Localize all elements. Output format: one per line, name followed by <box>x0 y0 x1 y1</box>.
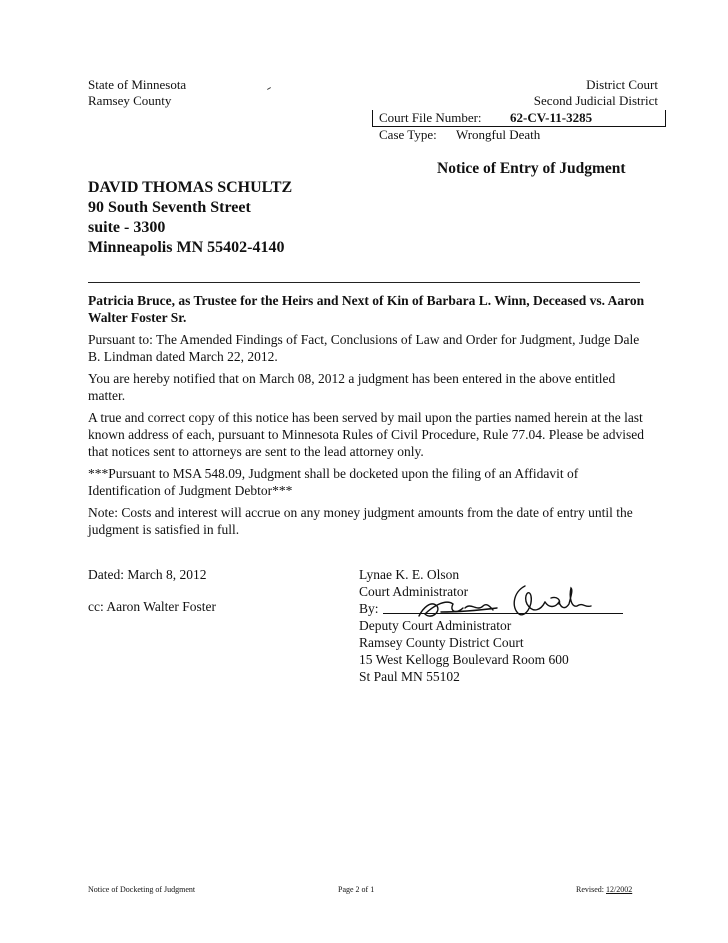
divider <box>88 282 640 283</box>
by-label: By: <box>359 601 379 616</box>
note-paragraph: Note: Costs and interest will accrue on any money judgment amounts from the date of entry until the judgment is satisfied in full. <box>88 505 633 537</box>
county-label: Ramsey County <box>88 93 172 108</box>
file-number-value: 62-CV-11-3285 <box>510 110 593 125</box>
district-label: Second Judicial District <box>533 93 658 108</box>
handwritten-signature <box>401 578 621 628</box>
state-label: State of Minnesota <box>88 77 187 92</box>
case-type-label: Case Type: <box>379 127 437 142</box>
footer-revised-date: 12/2002 <box>606 885 633 894</box>
notice-title: Notice of Entry of Judgment <box>437 160 626 177</box>
administrator-name: Lynae K. E. Olson <box>359 567 460 582</box>
court-address: 15 West Kellogg Boulevard Room 600 <box>359 652 569 667</box>
court-block <box>534 77 658 109</box>
attorney-street: 90 South Seventh Street <box>88 199 251 216</box>
attorney-name: DAVID THOMAS SCHULTZ <box>88 179 293 196</box>
court-label: District Court <box>586 77 658 92</box>
case-type-value: Wrongful Death <box>455 127 541 142</box>
cc-line: cc: Aaron Walter Foster <box>88 599 216 614</box>
administrator-title: Court Administrator <box>359 584 469 599</box>
dated-line: Dated: March 8, 2012 <box>88 567 207 582</box>
jurisdiction-block <box>88 77 186 109</box>
notice-body <box>88 292 648 543</box>
service-paragraph: A true and correct copy of this notice has been served by mail upon the parties named herein at the last known address of each, pursuant to Minnesota Rules of Civil Procedure, Rule 77.04. Please be advised that notices sent to attorneys are sent to the lead attorney only. <box>88 410 645 459</box>
deputy-title: Deputy Court Administrator <box>359 618 512 633</box>
file-number-label: Court File Number: <box>379 110 482 125</box>
attorney-city: Minneapolis MN 55402-4140 <box>88 239 285 256</box>
court-file-number-box <box>372 110 666 127</box>
footer-form-name: Notice of Docketing of Judgment <box>88 885 196 894</box>
attorney-address-block <box>88 178 292 258</box>
notified-paragraph: You are hereby notified that on March 08, 2012 a judgment has been entered in the above entitled matter. <box>88 371 616 403</box>
case-type-row <box>379 127 540 143</box>
signature-block <box>359 566 569 685</box>
case-caption: Patricia Bruce, as Trustee for the Heirs and Next of Kin of Barbara L. Winn, Deceased vs. Aaron Walter Foster Sr. <box>88 293 645 325</box>
pursuant-paragraph: Pursuant to: The Amended Findings of Fact, Conclusions of Law and Order for Judgment, Judge Dale B. Lindman dated March 22, 2012. <box>88 332 640 364</box>
msa-paragraph: ***Pursuant to MSA 548.09, Judgment shall be docketed upon the filing of an Affidavit of Identification of Judgment Debtor*** <box>88 466 579 498</box>
footer-page-number: Page 2 of 1 <box>338 885 375 894</box>
court-city: St Paul MN 55102 <box>359 669 460 684</box>
court-name: Ramsey County District Court <box>359 635 524 650</box>
footer-revised-label: Revised: <box>576 885 604 894</box>
attorney-suite: suite - 3300 <box>88 219 166 236</box>
footer-revised <box>576 885 632 894</box>
stray-mark <box>267 87 271 90</box>
